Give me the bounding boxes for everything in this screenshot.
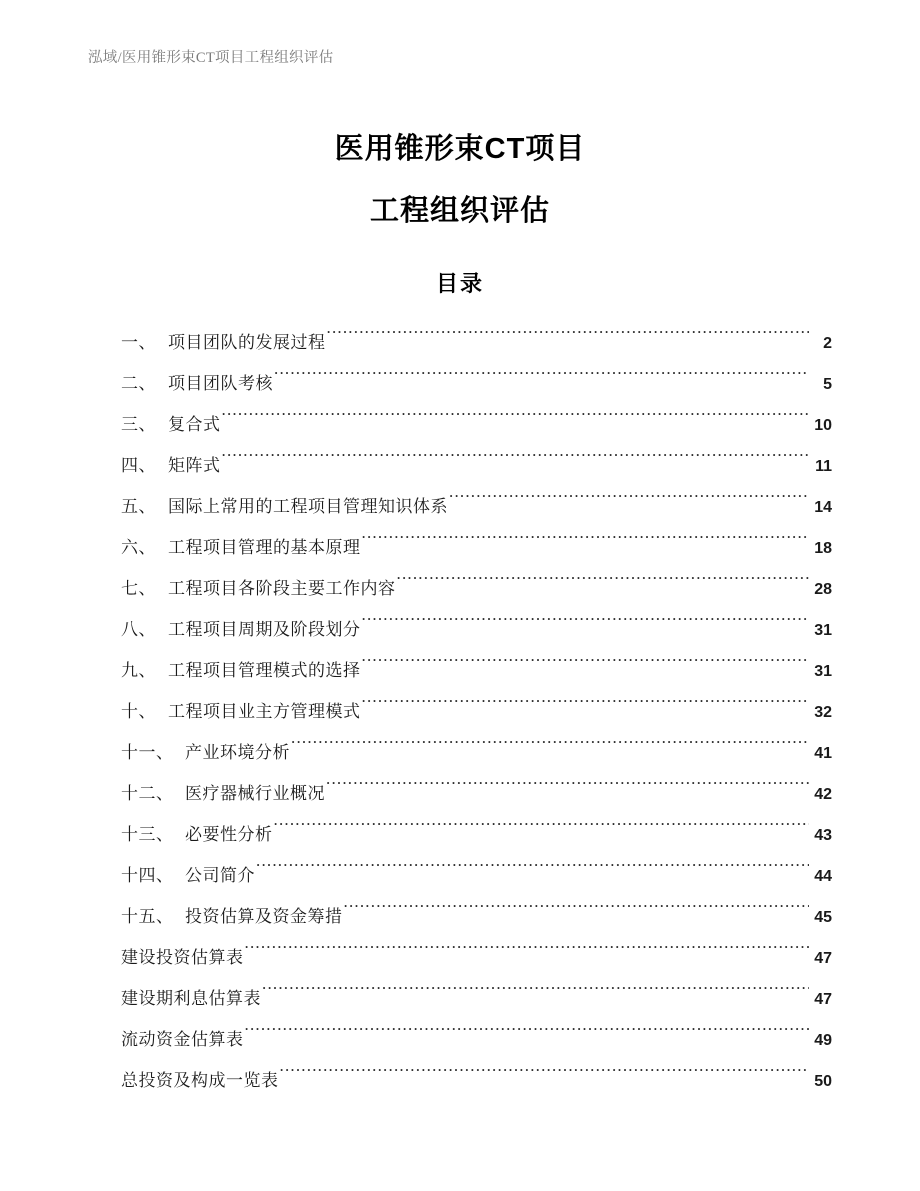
toc-entry-marker: 四、 — [121, 456, 156, 475]
toc-entry-page-number: 45 — [814, 909, 832, 926]
toc-entry-marker: 九、 — [121, 661, 156, 680]
toc-entry-title: 必要性分析 — [185, 825, 273, 844]
toc-heading: 目录 — [435, 271, 484, 296]
toc-entry-marker: 一、 — [121, 333, 156, 352]
toc-dot-leader — [222, 413, 810, 430]
toc-entry-marker: 五、 — [121, 497, 156, 516]
toc-entry[interactable] — [121, 937, 832, 978]
toc-entry-title: 公司简介 — [185, 866, 255, 885]
toc-entry-marker: 二、 — [121, 374, 156, 393]
toc-entry[interactable] — [121, 363, 832, 404]
toc-entry-title: 项目团队的发展过程 — [168, 333, 326, 352]
toc-entry-page-number: 49 — [814, 1032, 832, 1049]
toc-dot-leader — [362, 536, 810, 553]
toc-dot-leader — [291, 741, 809, 758]
toc-dot-leader — [397, 577, 810, 594]
toc-dot-leader — [362, 618, 810, 635]
toc-entry-marker: 十二、 — [121, 784, 174, 803]
toc-entry-title: 总投资及构成一览表 — [121, 1071, 279, 1090]
toc-entry-title: 矩阵式 — [168, 456, 221, 475]
toc-entry-page-number: 2 — [823, 335, 832, 352]
toc-entry-marker: 七、 — [121, 579, 156, 598]
toc-entry-page-number: 31 — [814, 622, 832, 639]
toc-entry-title: 医疗器械行业概况 — [185, 784, 325, 803]
toc-entry-page-number: 10 — [814, 417, 832, 434]
toc-entry-marker: 十五、 — [121, 907, 174, 926]
toc-entry[interactable] — [121, 855, 832, 896]
toc-dot-leader — [280, 1069, 810, 1086]
toc-entry-page-number: 11 — [815, 458, 832, 475]
toc-dot-leader — [222, 454, 810, 471]
toc-entry-title: 建设期利息估算表 — [121, 989, 261, 1008]
toc-dot-leader — [245, 1028, 810, 1045]
toc-entry-title: 工程项目各阶段主要工作内容 — [168, 579, 396, 598]
toc-dot-leader — [449, 495, 809, 512]
toc-entry[interactable] — [121, 322, 832, 363]
toc-entry-title: 国际上常用的工程项目管理知识体系 — [168, 497, 448, 516]
toc-entry-marker: 六、 — [121, 538, 156, 557]
toc-dot-leader — [262, 987, 809, 1004]
toc-entry-page-number: 50 — [814, 1073, 832, 1090]
toc-entry-page-number: 28 — [814, 581, 832, 598]
toc-entry[interactable] — [121, 527, 832, 568]
toc-entry-page-number: 32 — [814, 704, 832, 721]
toc-entry[interactable] — [121, 445, 832, 486]
toc-dot-leader — [362, 700, 810, 717]
toc-entry[interactable] — [121, 814, 832, 855]
toc-dot-leader — [327, 331, 810, 348]
toc-entry[interactable] — [121, 773, 832, 814]
toc-entry-page-number: 41 — [814, 745, 832, 762]
toc-entry-marker: 十、 — [121, 702, 156, 721]
toc-dot-leader — [274, 372, 809, 389]
toc-dot-leader — [256, 864, 809, 881]
toc-entry[interactable] — [121, 1060, 832, 1101]
toc-entry-title: 工程项目周期及阶段划分 — [168, 620, 361, 639]
toc-entry-page-number: 31 — [814, 663, 832, 680]
toc-entry[interactable] — [121, 896, 832, 937]
toc-entry[interactable] — [121, 404, 832, 445]
toc-entry-title: 流动资金估算表 — [121, 1030, 244, 1049]
toc-entry-page-number: 5 — [823, 376, 832, 393]
toc-entry[interactable] — [121, 609, 832, 650]
toc-dot-leader — [326, 782, 809, 799]
toc-entry-page-number: 44 — [814, 868, 832, 885]
toc-entry-page-number: 43 — [814, 827, 832, 844]
toc-entry[interactable] — [121, 568, 832, 609]
toc-dot-leader — [274, 823, 810, 840]
toc-entry-marker: 十一、 — [121, 743, 174, 762]
toc-entry-title: 产业环境分析 — [185, 743, 290, 762]
toc-entry-marker: 三、 — [121, 415, 156, 434]
toc-entry[interactable] — [121, 1019, 832, 1060]
toc-entry-title: 建设投资估算表 — [121, 948, 244, 967]
toc-entry-title: 工程项目业主方管理模式 — [168, 702, 361, 721]
toc-entry-page-number: 47 — [814, 991, 832, 1008]
toc-entry-title: 投资估算及资金筹措 — [185, 907, 343, 926]
toc-entry-marker: 八、 — [121, 620, 156, 639]
toc-entry[interactable] — [121, 978, 832, 1019]
toc-dot-leader — [245, 946, 810, 963]
toc-dot-leader — [362, 659, 810, 676]
document-title-line-2: 工程组织评估 — [369, 195, 550, 227]
toc-entry-title: 项目团队考核 — [168, 374, 273, 393]
toc-entry[interactable] — [121, 486, 832, 527]
document-title-line-1: 医用锥形束CT项目 — [334, 133, 586, 165]
toc-entry-page-number: 18 — [814, 540, 832, 557]
toc-entry-page-number: 47 — [814, 950, 832, 967]
toc-entry-title: 复合式 — [168, 415, 221, 434]
toc-entry[interactable] — [121, 732, 832, 773]
toc-entry[interactable] — [121, 650, 832, 691]
running-header: 泓域/医用锥形束CT项目工程组织评估 — [88, 50, 334, 66]
toc-entry-title: 工程项目管理的基本原理 — [168, 538, 361, 557]
toc-entry-marker: 十四、 — [121, 866, 174, 885]
toc-entry-title: 工程项目管理模式的选择 — [168, 661, 361, 680]
toc-dot-leader — [344, 905, 810, 922]
table-of-contents — [121, 322, 832, 1101]
toc-entry-marker: 十三、 — [121, 825, 174, 844]
cover-title-block — [0, 118, 920, 242]
toc-entry-page-number: 42 — [814, 786, 832, 803]
toc-entry-page-number: 14 — [814, 499, 832, 516]
toc-entry[interactable] — [121, 691, 832, 732]
